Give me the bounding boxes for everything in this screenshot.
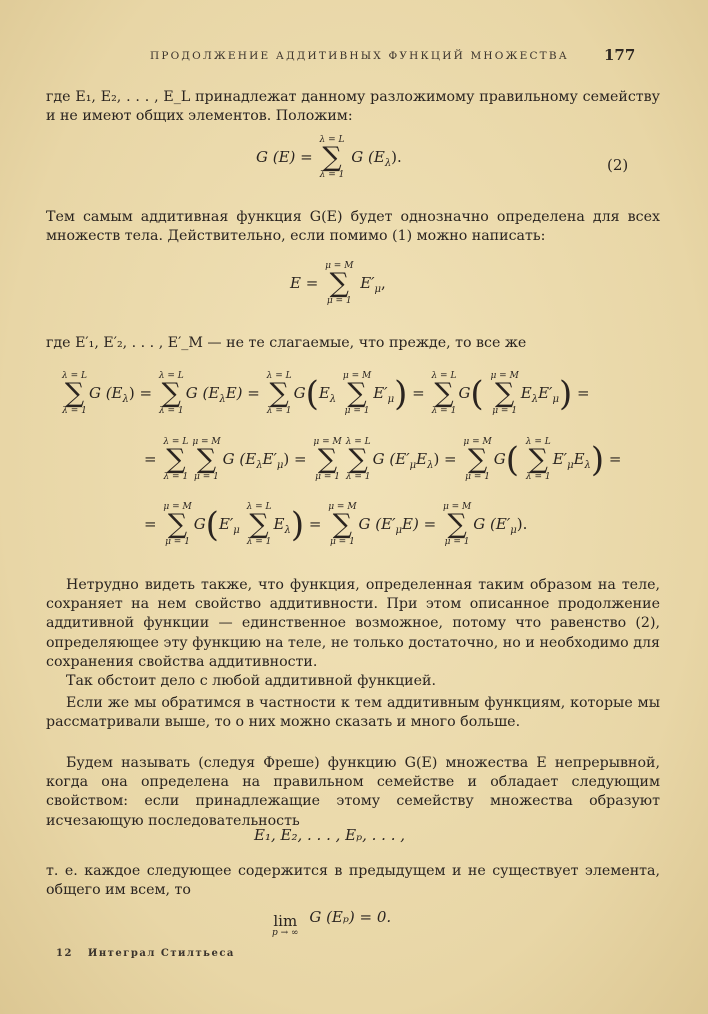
sum-symbol: μ = M ∑ μ = 1 <box>442 502 472 547</box>
limit-operator <box>272 914 299 938</box>
lim-text: lim <box>273 912 298 930</box>
page-number: 177 <box>604 46 636 64</box>
signature-number: 12 <box>56 948 73 959</box>
paragraph-3: где E′₁, E′₂, . . . , E′_M — не те слагаемые, что прежде, то все же <box>46 335 527 351</box>
sum-symbol: λ = L ∑ λ = 1 <box>319 135 345 180</box>
sum-symbol: λ = L ∑ λ = 1 <box>163 437 189 482</box>
vanishing-sequence: E₁, E₂, . . . , Eₚ, . . . , <box>254 826 406 844</box>
eqE-term: E′ <box>360 274 375 292</box>
equation-chain-line-3: = μ = M ∑ μ = 1 $G(E'_\mu$ λ = L ∑ λ = 1 $E_\lambda$) = μ = M ∑ μ = 1 G $(E'_\mu E)$ = μ = M ∑ μ = 1 G $(E'_\mu)$. <box>144 502 528 547</box>
sum-symbol: μ = M ∑ μ = 1 <box>463 437 492 482</box>
sum-upper-limit: λ = L <box>319 135 345 145</box>
eqE-lhs: E = <box>290 274 319 292</box>
page-header <box>0 46 708 66</box>
paragraph-5: Так обстоит дело с любой аддитивной функцией. <box>66 673 436 689</box>
limit-equation <box>270 908 391 938</box>
sum-symbol: μ = M ∑ μ = 1 <box>325 261 354 306</box>
running-head: ПРОДОЛЖЕНИЕ АДДИТИВНЫХ ФУНКЦИЙ МНОЖЕСТВА <box>150 50 569 62</box>
sum-symbol: μ = M ∑ μ = 1 <box>490 371 519 416</box>
eq2-lhs: G (E) = <box>256 148 313 166</box>
equation-2 <box>256 136 402 180</box>
paragraph-6: Если же мы обратимся в частности к тем аддитивным функциям, которые мы рассматривали выше, то о них можно сказать и много больше. <box>46 695 660 731</box>
eqE-subscript: μ <box>374 284 382 295</box>
paragraph-1: где E₁, E₂, . . . , E_L принадлежат данному разложимому правильному семейству и не имеют общих элементов. Положим: <box>46 89 660 125</box>
sum-symbol: μ = M ∑ μ = 1 <box>192 437 221 482</box>
sum-symbol: λ = L ∑ λ = 1 <box>266 371 292 416</box>
page-footer <box>56 948 235 959</box>
paragraph-4: Нетрудно видеть также, что функция, определенная таким образом на теле, сохраняет на нем свойство аддитивности. При этом описанное продолжение аддитивной функции — единственное возможное, потому что равенство (2), определяющее эту функцию на теле, не только достаточно, но и необходимо для сохранения свойства аддитивности. <box>46 577 660 670</box>
limit-body: G (Eₚ) = 0. <box>309 908 392 926</box>
eq2-subscript: λ <box>384 158 392 169</box>
equation-number: (2) <box>607 156 629 174</box>
paragraph-2: Тем самым аддитивная функция G(E) будет однозначно определена для всех множеств тела. Действительно, если помимо (1) можно написать: <box>46 209 660 245</box>
paragraph-8: т. е. каждое следующее содержится в предыдущем и не существует элемента, общего им всем, то <box>46 863 660 899</box>
equation-e-decomposition <box>290 262 386 306</box>
equation-chain-line-1: λ = L ∑ λ = 1 G $(E_\lambda)$ = λ = L ∑ λ = 1 G $(E_\lambda E)$ = λ = L ∑ λ = 1 $G(E_\lambda$ μ = M ∑ μ = 1 $E'_\mu$) = λ = L ∑ λ = 1 G( μ = M ∑ μ = 1 $E_\lambda E'_\mu$) = <box>62 371 590 416</box>
sum-symbol: λ = L ∑ λ = 1 <box>246 502 272 547</box>
paragraph-7: Будем называть (следуя Фреше) функцию G(E) множества E непрерывной, когда она определена на правильном семействе и обладает следующим свойством: если принадлежащие этому семейству множества образуют исчезающую последовательность <box>46 755 660 829</box>
sum-symbol: λ = L ∑ λ = 1 <box>62 371 87 416</box>
sum-symbol: λ = L ∑ λ = 1 <box>525 437 551 482</box>
sum-lower-limit: μ = 1 <box>326 296 352 306</box>
sum-symbol: μ = M ∑ μ = 1 <box>328 502 357 547</box>
eqE-tail: , <box>381 274 386 292</box>
sum-symbol: λ = L ∑ λ = 1 <box>345 437 371 482</box>
sum-upper-limit: μ = M <box>325 261 354 271</box>
eq2-term: G (E <box>351 148 385 166</box>
sum-symbol: μ = M ∑ μ = 1 <box>342 371 372 416</box>
sum-symbol: λ = L ∑ λ = 1 <box>431 371 457 416</box>
sum-lower-limit: λ = 1 <box>319 170 345 180</box>
sum-symbol: μ = M ∑ μ = 1 <box>163 502 192 547</box>
sum-symbol: λ = L ∑ λ = 1 <box>158 371 184 416</box>
lim-subscript: p → ∞ <box>272 928 299 938</box>
sum-symbol: μ = M ∑ μ = 1 <box>313 437 342 482</box>
equation-chain-line-2: = λ = L ∑ λ = 1 μ = M ∑ μ = 1 G $(E_\lambda E'_\mu)$ = μ = M ∑ μ = 1 λ = L ∑ λ = 1 G $(E'_\mu E_\lambda)$ = μ = M ∑ μ = 1 G( λ = L ∑ λ = 1 $E'_\mu E_\lambda$) = <box>144 437 622 482</box>
book-title: Интеграл Стилтьеса <box>87 948 235 959</box>
eq2-tail: ). <box>391 148 402 166</box>
